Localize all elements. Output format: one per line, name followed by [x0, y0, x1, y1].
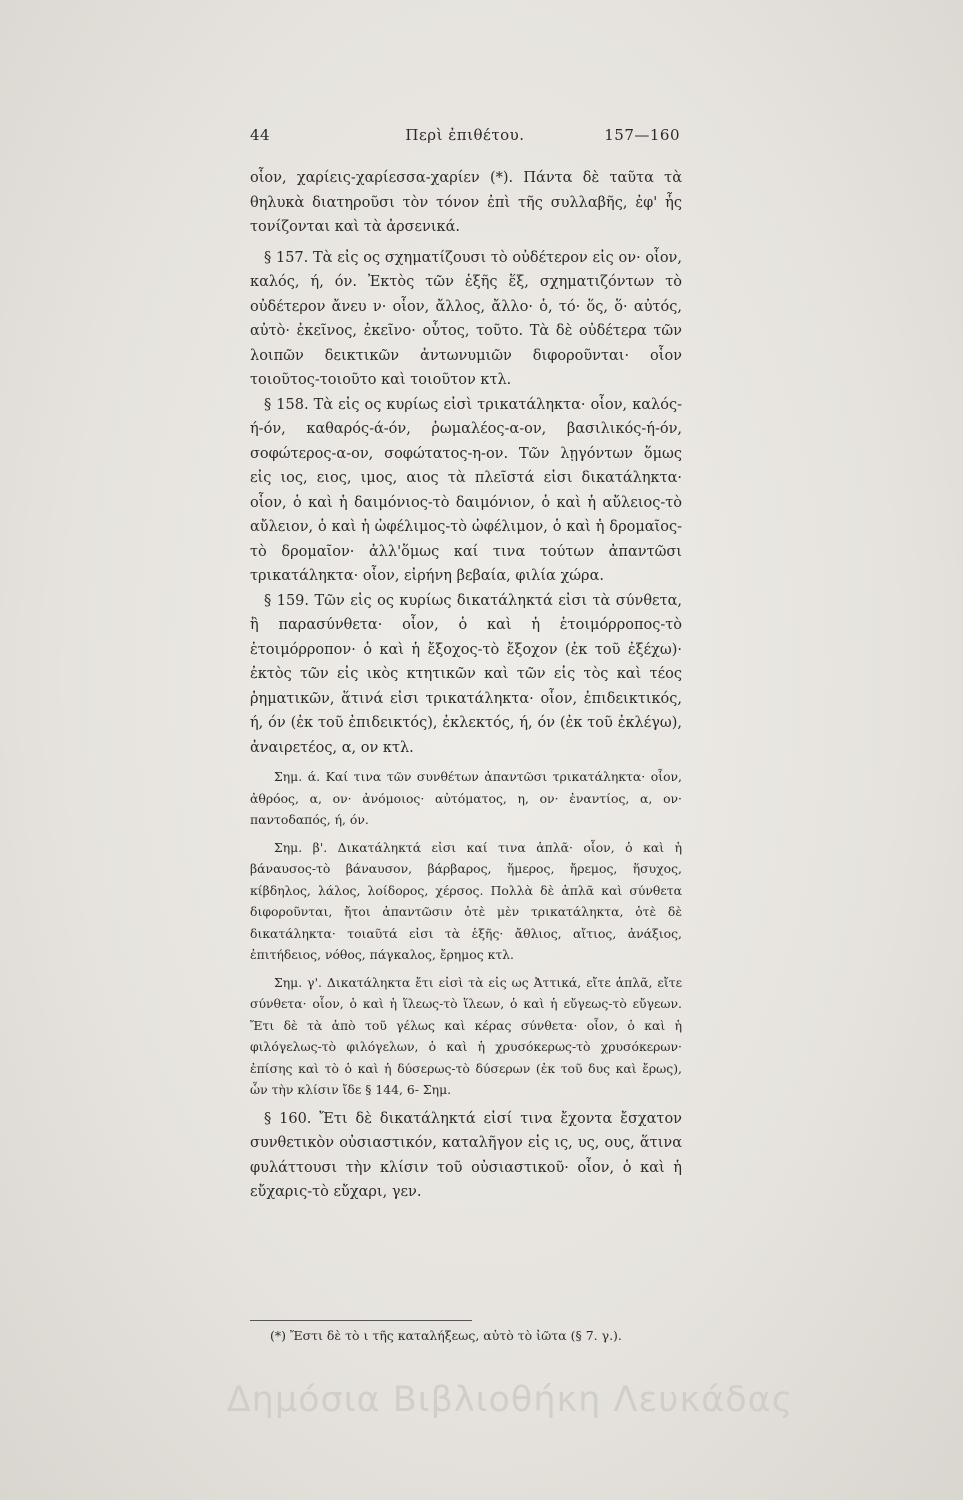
- note-1: Σημ. ά. Καί τινα τῶν συνθέτων ἀπαντῶσι τρικατάληκτα· οἷον, ἀθρόος, α, ον· ἀνόμοιος· αὐτόματος, η, ον· ἐναντίος, α, ον· παντοδαπός, ή, όν.: [250, 769, 682, 827]
- section-158: § 158. Τὰ εἰς ος κυρίως εἰσὶ τρικατάληκτα· οἷον, καλός-ή-όν, καθαρός-ά-όν, ῥωμαλέος-α-ον, βασιλικός-ή-όν, σοφώτερος-α-ον, σοφώτατος-η-ον. Τῶν λῃγόντων ὅμως εἰς ιος, ειος, ιμος, αιος τὰ πλεῖστά εἰσι δικατάληκτα· οἷον, ὁ καὶ ἡ δαιμόνιος-τὸ δαιμόνιον, ὁ καὶ ἡ αὔλειος-τὸ αὔλειον, ὁ καὶ ἡ ὠφέλιμος-τὸ ὠφέλιμον, ὁ καὶ ἡ δρομαῖος-τὸ δρομαῖον· ἀλλ'ὅμως καί τινα τούτων ἀπαντῶσι τρικατάληκτα· οἷον, εἰρήνη βεβαία, φιλία χώρα.: [250, 396, 682, 584]
- main-text: [250, 166, 682, 1205]
- section-range: 157—160: [604, 126, 680, 144]
- footnote: (*) Ἔστι δὲ τὸ ι τῆς καταλήξεως, αὐτὸ τὸ ἰῶτα (§ 7. γ.).: [270, 1328, 622, 1343]
- note-2: Σημ. β'. Δικατάληκτά εἰσι καί τινα ἁπλᾶ· οἷον, ὁ καὶ ἡ βάναυσος-τὸ βάναυσον, βάρβαρος, ἥμερος, ἤρεμος, ἥσυχος, κίβδηλος, λάλος, λοίδορος, χέρσος. Πολλὰ δὲ ἁπλᾶ καὶ σύνθετα διφοροῦνται, ἤτοι ἀπαντῶσιν ὁτὲ μὲν τρικατάληκτα, ὁτὲ δὲ δικατάληκτα· τοιαῦτά εἰσι τὰ ἑξῆς· ἄθλιος, αἴτιος, ἀνάξιος, ἐπιτήδειος, νόθος, πάγκαλος, ἔρημος κτλ.: [250, 839, 682, 962]
- page-number: 44: [250, 126, 271, 144]
- note-3: Σημ. γ'. Δικατάληκτα ἔτι εἰσὶ τὰ εἰς ως Ἀττικά, εἴτε ἁπλᾶ, εἴτε σύνθετα· οἷον, ὁ καὶ ἡ ἵλεως-τὸ ἵλεων, ὁ καὶ ἡ εὔγεως-τὸ εὔγεων. Ἔτι δὲ τὰ ἀπὸ τοῦ γέλως καὶ κέρας σύνθετα· οἷον, ὁ καὶ ἡ φιλόγελως-τὸ φιλόγελων, ὁ καὶ ἡ χρυσόκερως-τὸ χρυσόκερων· ἐπίσης καὶ τὸ ὁ καὶ ἡ δύσερως-τὸ δύσερων (ἐκ τοῦ δυς καὶ ἔρως), ὧν τὴν κλίσιν ἴδε § 144, 6- Σημ.: [250, 974, 682, 1097]
- section-157: § 157. Τὰ εἰς ος σχηματίζουσι τὸ οὐδέτερον εἰς ον· οἷον, καλός, ή, όν. Ἐκτὸς τῶν ἑξῆς ἕξ, σχηματιζόντων τὸ οὐδέτερον ἄνευ ν· οἷον, ἄλλος, ἄλλο· ὁ, τό· ὅς, ὅ· αὐτός, αὐτὸ· ἐκεῖνος, ἐκεῖνο· οὗτος, τοῦτο. Τὰ δὲ οὐδέτερα τῶν λοιπῶν δεικτικῶν ἀντωνυμιῶν διφοροῦνται· οἷον τοιοῦτος-τοιοῦτο καὶ τοιοῦτον κτλ.: [250, 249, 682, 388]
- footnote-rule: [250, 1320, 472, 1321]
- paragraph-continuation: οἷον, χαρίεις-χαρίεσσα-χαρίεν (*). Πάντα δὲ ταῦτα τὰ θηλυκὰ διατηροῦσι τὸν τόνον ἐπὶ τῆς συλλαβῆς, ἐφ' ἧς τονίζονται καὶ τὰ ἀρσενικά.: [250, 170, 682, 235]
- section-160: § 160. Ἔτι δὲ δικατάληκτά εἰσί τινα ἔχοντα ἔσχατον συνθετικὸν οὐσιαστικόν, καταλῆγον εἰς ις, υς, ους, ἅτινα φυλάττουσι τὴν κλίσιν τοῦ οὐσιαστικοῦ· οἷον, ὁ καὶ ἡ εὔχαρις-τὸ εὔχαρι, γεν.: [250, 1110, 682, 1200]
- library-watermark: Δημόσια Βιβλιοθήκη Λευκάδας: [226, 1380, 794, 1420]
- running-title: Περὶ ἐπιθέτου.: [405, 126, 525, 144]
- section-159: § 159. Τῶν εἰς ος κυρίως δικατάληκτά εἰσι τὰ σύνθετα, ἢ παρασύνθετα· οἷον, ὁ καὶ ἡ ἑτοιμόρροπος-τὸ ἑτοιμόρροπον· ὁ καὶ ἡ ἔξοχος-τὸ ἔξοχον (ἐκ τοῦ ἐξέχω)· ἐκτὸς τῶν εἰς ικὸς κτητικῶν καὶ τῶν εἰς τὸς καὶ τέος ῥηματικῶν, ἅτινά εἰσι τρικατάληκτα· οἷον, ἐπιδεικτικός, ή, όν (ἐκ τοῦ ἐπιδεικτός), ἐκλεκτός, ή, όν (ἐκ τοῦ ἐκλέγω), ἀναιρετέος, α, ον κτλ.: [250, 592, 682, 756]
